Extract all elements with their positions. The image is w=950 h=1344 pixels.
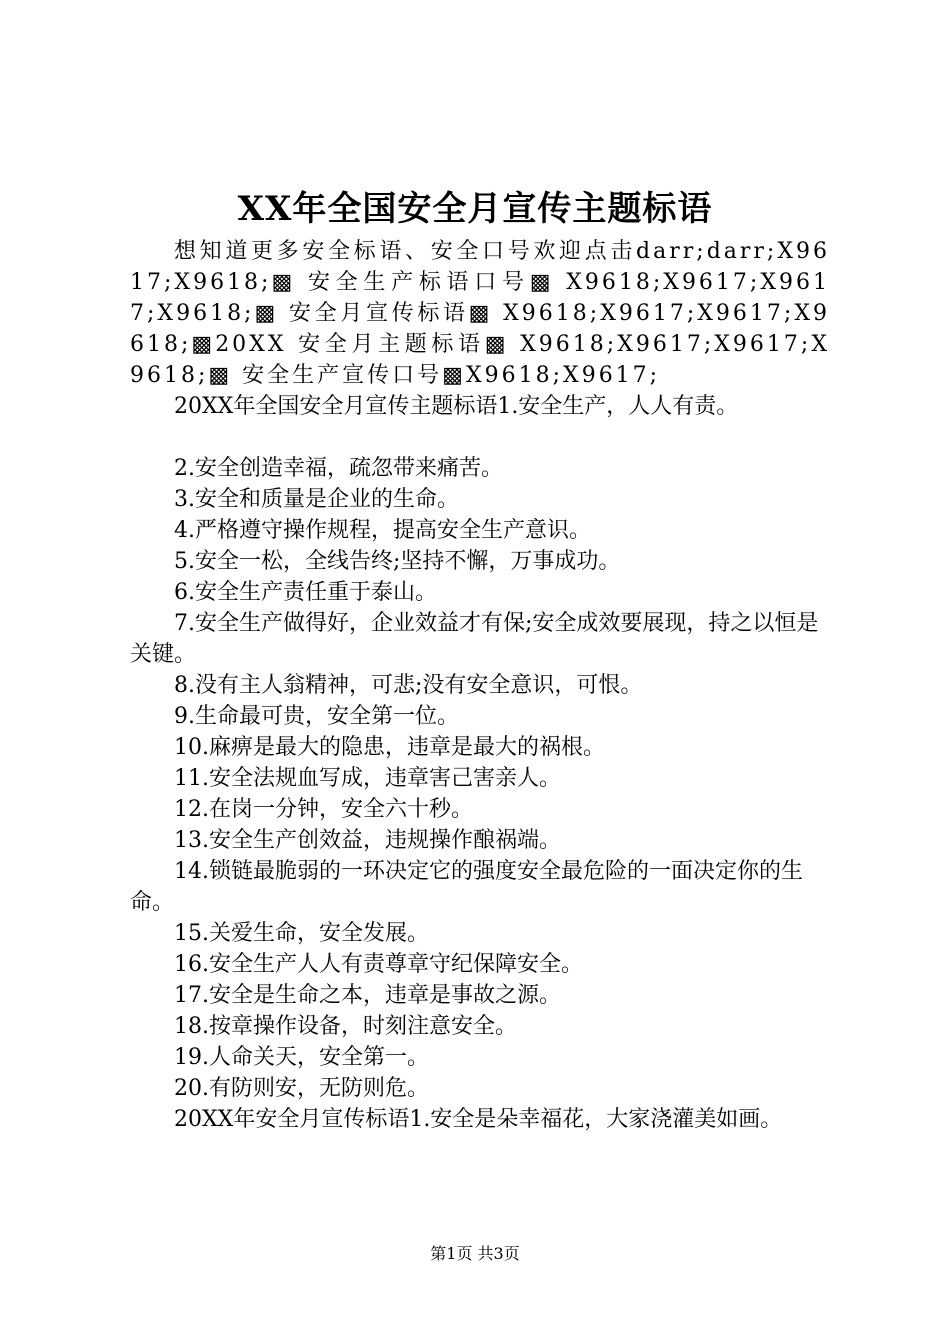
slogan-item: 19.人命关天，安全第一。 [174, 1045, 429, 1070]
slogan-item: 9.生命最可贵，安全第一位。 [174, 704, 459, 729]
slogan-item: 18.按章操作设备，时刻注意安全。 [174, 1014, 517, 1039]
slogan-item: 10.麻痹是最大的隐患，违章是最大的祸根。 [174, 735, 605, 760]
slogan-item: 5.安全一松，全线告终;坚持不懈，万事成功。 [174, 549, 621, 574]
page-footer: 第1页 共3页 [430, 1244, 520, 1263]
slogan-item: 16.安全生产人人有责尊章守纪保障安全。 [174, 952, 583, 977]
document-title: XX年全国安全月宣传主题标语 [237, 189, 713, 229]
document-body [130, 236, 830, 1135]
slogan-item: 2.安全创造幸福，疏忽带来痛苦。 [174, 456, 503, 481]
slogan-item: 11.安全法规血写成，违章害己害亲人。 [174, 766, 561, 791]
intro-paragraph: 想知道更多安全标语、安全口号欢迎点击darr;darr;X9617;X9618;▩ 安全生产标语口号▩ X9618;X9617;X9617;X9618;▩ 安全月宣传标语▩ X9618;X9617;X9617;X9618;▩20XX 安全月主题标语▩ X9618;X9617;X9617;X9618;▩ 安全生产宣传口号▩X9618;X9617; [130, 239, 830, 388]
slogan-item: 15.关爱生命，安全发展。 [174, 921, 429, 946]
slogan-item: 20.有防则安，无防则危。 [174, 1076, 429, 1101]
slogan-item: 17.安全是生命之本，违章是事故之源。 [174, 983, 561, 1008]
slogan-item: 14.锁链最脆弱的一环决定它的强度安全最危险的一面决定你的生命。 [130, 859, 803, 915]
slogan-item: 12.在岗一分钟，安全六十秒。 [174, 797, 473, 822]
slogan-item: 13.安全生产创效益，违规操作酿祸端。 [174, 828, 561, 853]
section2-heading: 20XX年安全月宣传标语1.安全是朵幸福花，大家浇灌美如画。 [174, 1107, 783, 1132]
paragraph-gap [130, 422, 830, 453]
slogan-item: 7.安全生产做得好，企业效益才有保;安全成效要展现，持之以恒是关键。 [130, 611, 819, 667]
slogan-item: 4.严格遵守操作规程，提高安全生产意识。 [174, 518, 591, 543]
section1-heading: 20XX年全国安全月宣传主题标语1.安全生产，人人有责。 [174, 394, 739, 419]
slogan-item: 8.没有主人翁精神，可悲;没有安全意识，可恨。 [174, 673, 643, 698]
slogan-item: 3.安全和质量是企业的生命。 [174, 487, 459, 512]
slogan-item: 6.安全生产责任重于泰山。 [174, 580, 437, 605]
